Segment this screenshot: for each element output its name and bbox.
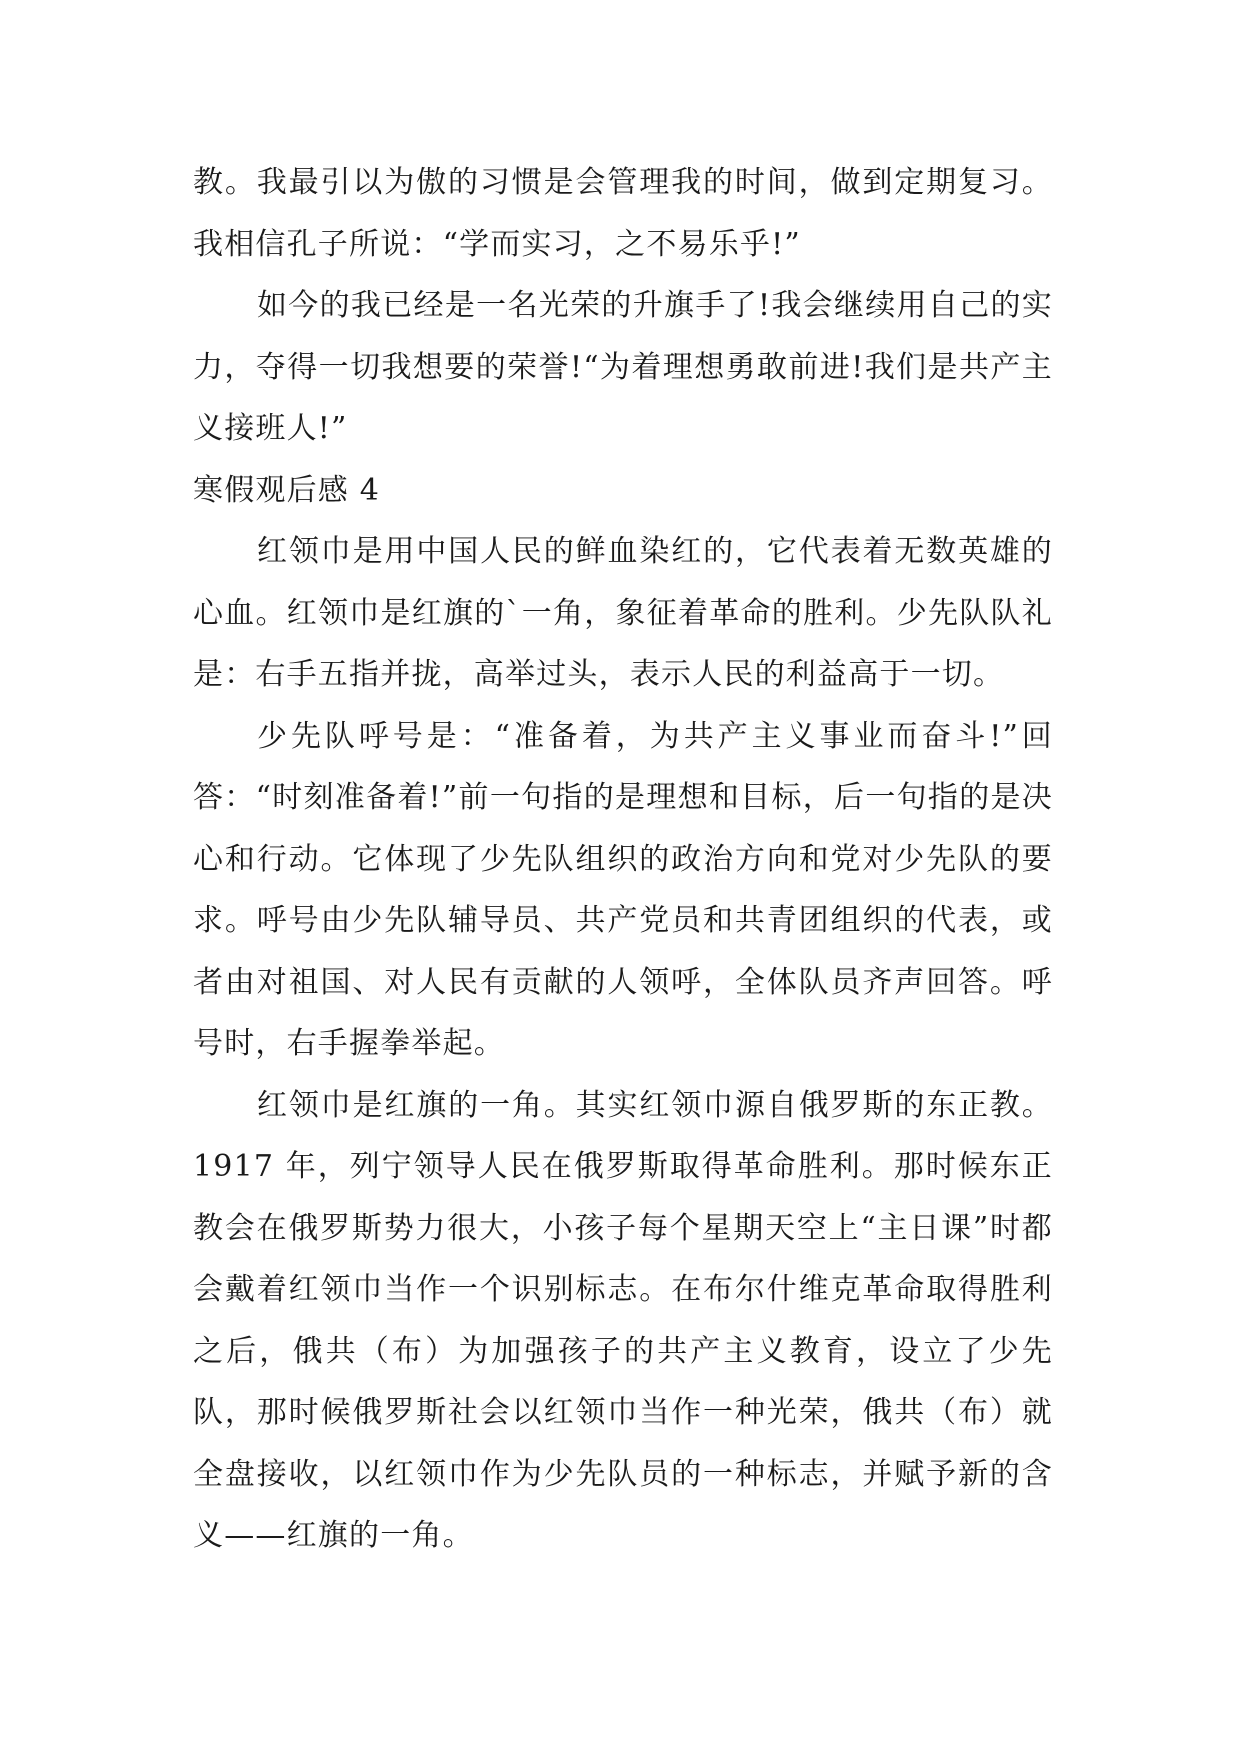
paragraph-red-scarf-meaning: 红领巾是用中国人民的鲜血染红的，它代表着无数英雄的心血。红领巾是红旗的`一角，象征着革命的胜利。少先队队礼是：右手五指并拢，高举过头，表示人民的利益高于一切。: [193, 534, 1053, 692]
paragraph-flag-raiser: 如今的我已经是一名光荣的升旗手了!我会继续用自己的实力，夺得一切我想要的荣誉!“为着理想勇敢前进!我们是共产主义接班人!”: [193, 288, 1053, 446]
paragraph-red-scarf-origin: 红领巾是红旗的一角。其实红领巾源自俄罗斯的东正教。1917 年，列宁领导人民在俄罗斯取得革命胜利。那时候东正教会在俄罗斯势力很大，小孩子每个星期天空上“主日课”时都会戴着红领巾当作一个识别标志。在布尔什维克革命取得胜利之后，俄共（布）为加强孩子的共产主义教育，设立了少先队，那时候俄罗斯社会以红领巾当作一种光荣，俄共（布）就全盘接收，以红领巾作为少先队员的一种标志，并赋予新的含义——红旗的一角。: [193, 1087, 1053, 1553]
paragraph-pioneer-motto: 少先队呼号是：“准备着，为共产主义事业而奋斗!”回答：“时刻准备着!”前一句指的是理想和目标，后一句指的是决心和行动。它体现了少先队组织的政治方向和党对少先队的要求。呼号由少先队辅导员、共产党员和共青团组织的代表，或者由对祖国、对人民有贡献的人领呼，全体队员齐声回答。呼号时，右手握拳举起。: [193, 718, 1053, 1061]
document-body: [193, 152, 1053, 1567]
paragraph-continued: 教。我最引以为傲的习惯是会管理我的时间，做到定期复习。我相信孔子所说：“学而实习，之不易乐乎!”: [193, 165, 1053, 262]
section-title: 寒假观后感 4: [193, 472, 381, 508]
